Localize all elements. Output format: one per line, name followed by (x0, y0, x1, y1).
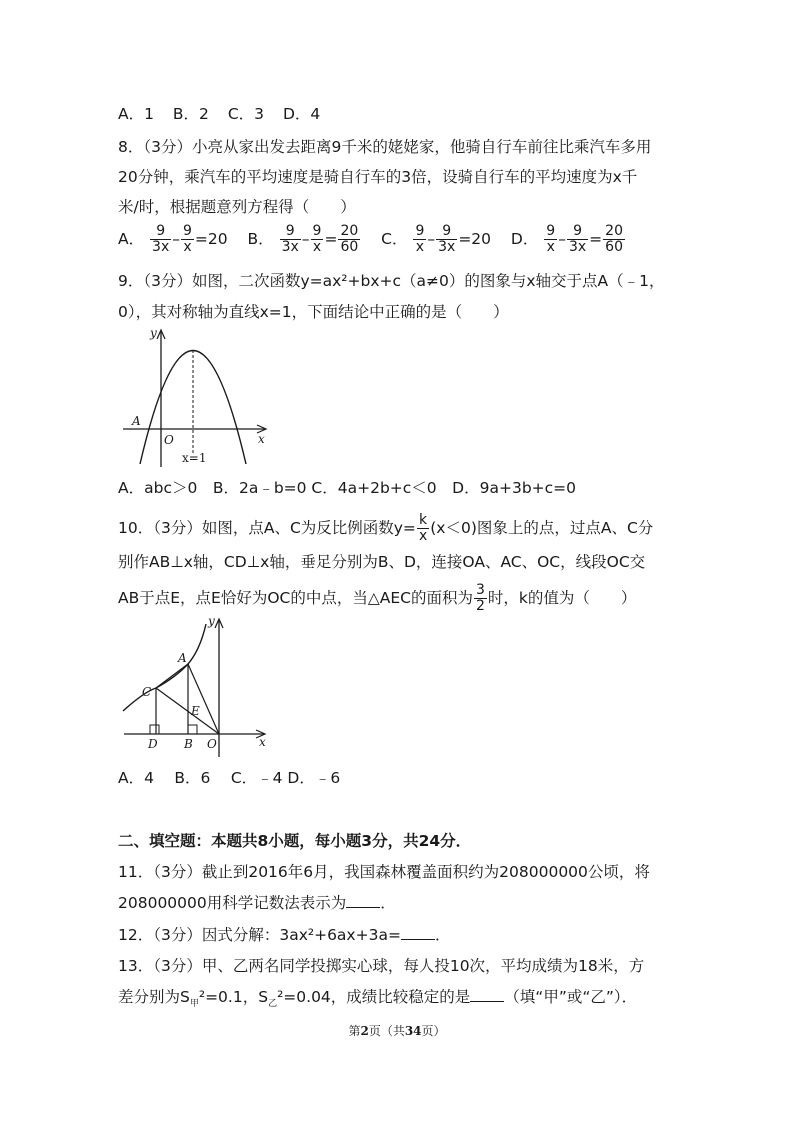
point-a-label: A (178, 651, 187, 665)
fraction-area: $\frac{3}{2}$ (476, 582, 485, 614)
fraction: $\frac{9}{x}$ (183, 223, 192, 255)
fraction: $\frac{9}{3x}$ (281, 223, 299, 255)
right-angle-b (188, 725, 197, 734)
fraction: $\frac{9}{3x}$ (438, 223, 456, 255)
q7-option-d: D．4 (282, 105, 321, 123)
x-axis-label: x (258, 432, 265, 446)
q7-option-a: A．1 (118, 105, 154, 123)
q10-line3: AB于点E，点E恰好为OC的中点，当△AEC的面积为 $\frac{3}{2}$ 时，k的值为（ ） (118, 582, 637, 614)
fraction: $\frac{20}{60}$ (340, 223, 359, 255)
right-angle-d (150, 725, 159, 734)
point-b-label: B (184, 737, 193, 751)
fraction: $\frac{20}{60}$ (605, 223, 623, 255)
q9-options: A．abc＞0 B．2a﹣b=0 C．4a+2b+c＜0 D．9a+3b+c=0 (118, 479, 577, 497)
answer-blank (346, 893, 380, 908)
fraction: $\frac{9}{x}$ (312, 223, 322, 255)
x-axis-label: x (259, 735, 266, 749)
y-axis-label: y (150, 326, 157, 340)
point-a-label: A (132, 414, 141, 428)
q11-line2: 208000000用科学记数法表示为 ． (118, 894, 396, 912)
q8-option-c: C． $\frac{9}{x}$ – $\frac{9}{3x}$ =20 (381, 223, 492, 255)
q11-line1: 11．（3分）截止到2016年6月，我国森林覆盖面积约为208000000公顷，将 (118, 863, 650, 881)
answer-blank (470, 987, 504, 1002)
q9-parabola-figure (118, 322, 278, 470)
hyperbola-curve (123, 624, 206, 711)
page-number: 2 (360, 1024, 369, 1038)
fraction: $\frac{9}{x}$ (415, 223, 425, 255)
q13-line2: 差分别为$S_甲^2=0.1$，$S_乙^2=0.04$，成绩比较稳定的是 （填“甲”或“乙”）． (118, 988, 638, 1010)
y-axis-label: y (208, 614, 215, 628)
q8-option-d: D． $\frac{9}{x}$ – $\frac{9}{3x}$ = $\frac{20}{60}$ (510, 223, 623, 255)
q8-option-a: A． $\frac{9}{3x}$ – $\frac{9}{x}$ =20 (118, 223, 228, 255)
q10-hyperbola-figure (118, 612, 278, 760)
q10-line1: 10．（3分）如图，点A、C为反比例函数y= $\frac{k}{x}$ (x＜0)图象上的点，过点A、C分 (118, 512, 654, 544)
q8-options (118, 224, 626, 255)
total-pages: 34 (404, 1024, 422, 1038)
q9-line1: 9．（3分）如图，二次函数y=ax²+bx+c（a≠0）的图象与x轴交于点A（﹣1， (118, 272, 665, 290)
q7-options (118, 104, 334, 124)
q10-options: A．4 B．6 C．﹣4 D．﹣6 (118, 769, 341, 787)
origin-label: O (164, 433, 174, 447)
segment-ac (156, 664, 188, 688)
point-c-label: C (142, 685, 152, 699)
q13-line1: 13．（3分）甲、乙两名同学投掷实心球，每人投10次，平均成绩为18米，方 (118, 957, 645, 975)
fraction: $\frac{9}{x}$ (546, 223, 556, 255)
fraction: $\frac{9}{3x}$ (568, 223, 587, 255)
section-heading: 二、填空题：本题共8小题，每小题3分，共24分． (118, 832, 472, 850)
point-e-label: E (191, 704, 200, 718)
segment-oa (188, 664, 219, 734)
q8-line2: 20分钟，乘汽车的平均速度是骑自行车的3倍，设骑自行车的平均速度为x千 (118, 168, 638, 186)
fraction-k-over-x: $\frac{k}{x}$ (418, 512, 428, 544)
q8-line1: 8．（3分）小亮从家出发去距离9千米的姥姥家，他骑自行车前往比乘汽车多用 (118, 138, 652, 156)
subscript-yi: 乙 (268, 999, 278, 1010)
page-footer: 第2页（共34页） (348, 1024, 446, 1038)
q12-line: 12．（3分）因式分解：3ax²+6ax+3a= ． (118, 926, 451, 944)
answer-blank (401, 925, 435, 940)
symmetry-axis-label: x=1 (182, 451, 207, 465)
subscript-jia: 甲 (189, 999, 199, 1010)
origin-label: O (207, 737, 217, 751)
fraction: $\frac{9}{3x}$ (152, 223, 170, 255)
point-d-label: D (148, 737, 158, 751)
q9-line2: 0），其对称轴为直线x=1，下面结论中正确的是（ ） (118, 303, 509, 321)
q10-line2: 别作AB⊥x轴，CD⊥x轴，垂足分别为B、D，连接OA、AC、OC，线段OC交 (118, 553, 646, 571)
q8-option-b: B． $\frac{9}{3x}$ – $\frac{9}{x}$ = $\frac{20}{60}$ (247, 223, 359, 255)
q8-line3: 米/时，根据题意列方程得（ ） (118, 198, 356, 216)
q7-option-c: C．3 (227, 105, 265, 123)
q7-option-b: B．2 (172, 105, 209, 123)
